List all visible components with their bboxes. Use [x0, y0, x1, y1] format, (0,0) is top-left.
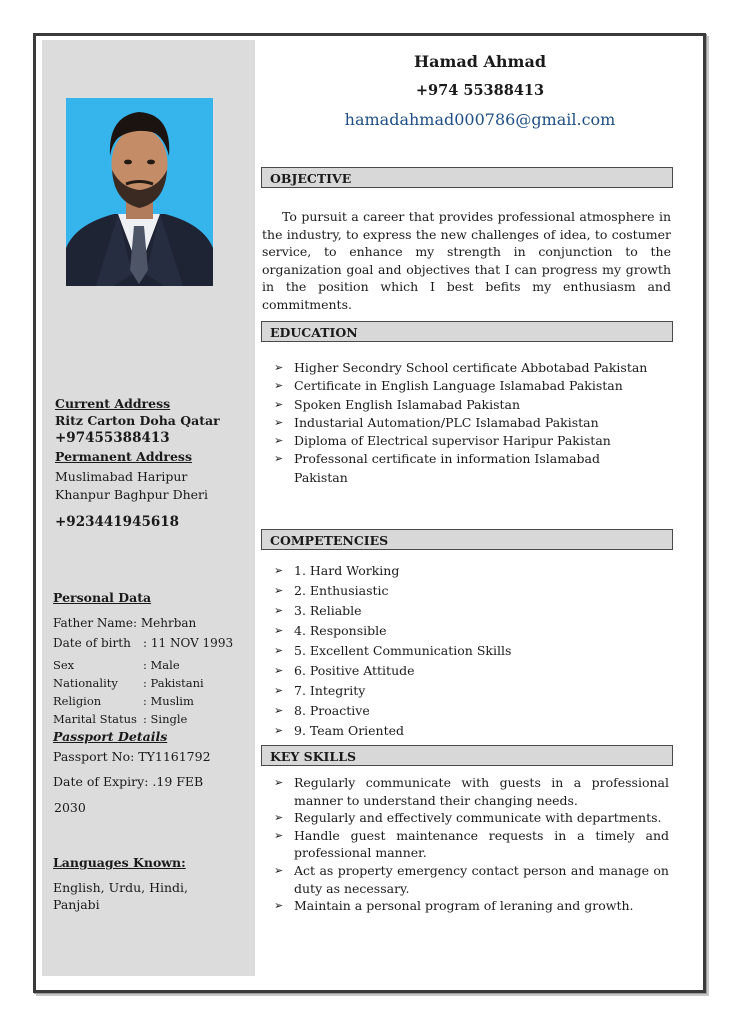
languages-line1: English, Urdu, Hindi,: [53, 880, 189, 895]
list-item: [274, 621, 654, 641]
sex-value: : Male: [143, 658, 180, 672]
languages-line2: Panjabi: [53, 897, 100, 912]
list-item-text: Diploma of Electrical supervisor Haripur Pakistan: [294, 433, 611, 449]
passport-expiry-line1: Date of Expiry: .19 FEB: [53, 774, 204, 789]
nationality-row: [53, 675, 204, 691]
arrow-bullet-icon: ➢: [274, 452, 284, 466]
arrow-bullet-icon: ➢: [274, 776, 284, 789]
arrow-bullet-icon: ➢: [274, 811, 284, 825]
dob-row: [53, 635, 233, 651]
list-item: [274, 641, 654, 661]
arrow-bullet-icon: ➢: [274, 624, 284, 637]
sex-label: Sex: [53, 658, 75, 672]
marital-row: [53, 711, 187, 727]
dob-value: : 11 NOV 1993: [143, 636, 234, 650]
objective-heading: OBJECTIVE: [261, 167, 673, 188]
list-item: [274, 701, 654, 721]
dob-label: Date of birth: [53, 636, 131, 650]
education-heading: EDUCATION: [261, 321, 673, 342]
arrow-bullet-icon: ➢: [274, 604, 284, 617]
permanent-phone: +923441945618: [55, 514, 180, 530]
key-skills-heading: KEY SKILLS: [261, 745, 673, 766]
list-item-text: Certificate in English Language Islamabad Pakistan: [294, 378, 623, 394]
permanent-address-line2: Khanpur Baghpur Dheri: [55, 487, 209, 502]
list-item-text: Spoken English Islamabad Pakistan: [294, 396, 521, 412]
list-item-text: 6. Positive Attitude: [294, 663, 415, 678]
father-name: Father Name: Mehrban: [53, 616, 197, 630]
list-item: [274, 862, 669, 897]
list-item-text: 3. Reliable: [294, 603, 362, 618]
list-item: [274, 359, 654, 377]
list-item-text: Professonal certificate in information Islamabad Pakistan: [294, 451, 600, 485]
list-item: [274, 414, 654, 432]
competencies-list: [274, 561, 654, 741]
nationality-label: Nationality: [53, 676, 118, 690]
list-item: [274, 601, 654, 621]
current-phone: +97455388413: [55, 430, 170, 446]
list-item: [274, 897, 669, 915]
religion-label: Religion: [53, 694, 102, 708]
list-item: [274, 377, 654, 395]
header-phone: +974 55388413: [415, 82, 545, 99]
passport-heading: Passport Details: [53, 729, 168, 744]
list-item-text: Higher Secondry School certificate Abbotabad Pakistan: [294, 360, 648, 375]
arrow-bullet-icon: ➢: [274, 434, 284, 448]
objective-body: To pursuit a career that provides professional atmosphere in the industry, to express the new challenges of idea, to costumer service, to enhance my strength in conjunction to the organization goal and objectives that I can progress my growth in the position which I best befits my enthusiasm and commitments.: [262, 209, 671, 312]
list-item-text: 8. Proactive: [294, 703, 370, 718]
sidebar: [42, 40, 255, 976]
permanent-address-line1: Muslimabad Haripur: [55, 469, 188, 484]
education-list: [274, 359, 654, 487]
list-item-text: 5. Excellent Communication Skills: [294, 643, 512, 658]
list-item: [274, 450, 654, 487]
list-item-text: Maintain a personal program of leraning and growth.: [294, 898, 634, 914]
passport-number: Passport No: TY1161792: [53, 749, 211, 764]
list-item-text: 1. Hard Working: [294, 563, 400, 578]
resume-page: [33, 33, 706, 993]
list-item: [274, 827, 669, 862]
arrow-bullet-icon: ➢: [274, 379, 284, 393]
arrow-bullet-icon: ➢: [274, 415, 284, 429]
current-address: Ritz Carton Doha Qatar: [55, 413, 220, 428]
list-item-text: 2. Enthusiastic: [294, 583, 389, 598]
main-content: [260, 36, 700, 984]
arrow-bullet-icon: ➢: [274, 724, 284, 737]
arrow-bullet-icon: ➢: [274, 664, 284, 677]
permanent-address-heading: Permanent Address: [55, 449, 192, 464]
list-item: [274, 561, 654, 581]
list-item-text: Act as property emergency contact person and manage on duty as necessary.: [294, 862, 669, 896]
list-item-text: Industarial Automation/PLC Islamabad Pakistan: [294, 414, 599, 430]
list-item: [274, 396, 654, 414]
objective-text: [262, 208, 671, 314]
arrow-bullet-icon: ➢: [274, 704, 284, 717]
arrow-bullet-icon: ➢: [274, 397, 284, 411]
marital-value: : Single: [143, 712, 188, 726]
religion-row: [53, 693, 194, 709]
arrow-bullet-icon: ➢: [274, 684, 284, 697]
arrow-bullet-icon: ➢: [274, 584, 284, 597]
key-skills-list: [274, 774, 669, 915]
nationality-value: : Pakistani: [143, 676, 204, 690]
marital-label: Marital Status: [53, 712, 137, 726]
list-item: [274, 681, 654, 701]
candidate-name: Hamad Ahmad: [413, 52, 547, 71]
list-item-text: Regularly and effectively communicate with departments.: [294, 810, 662, 826]
profile-photo: [66, 98, 213, 286]
list-item: [274, 721, 654, 741]
list-item-text: 4. Responsible: [294, 623, 387, 638]
arrow-bullet-icon: ➢: [274, 361, 284, 374]
arrow-bullet-icon: ➢: [274, 564, 284, 577]
passport-expiry-line2: 2030: [54, 800, 86, 815]
competencies-heading: COMPETENCIES: [261, 529, 673, 550]
personal-data-heading: Personal Data: [53, 590, 152, 605]
list-item: [274, 661, 654, 681]
list-item: [274, 432, 654, 450]
list-item-text: Handle guest maintenance requests in a timely and professional manner.: [294, 827, 669, 861]
arrow-bullet-icon: ➢: [274, 899, 284, 913]
list-item: [274, 809, 669, 827]
list-item-text: 9. Team Oriented: [294, 723, 405, 738]
arrow-bullet-icon: ➢: [274, 828, 284, 842]
list-item: [274, 774, 669, 809]
current-address-heading: Current Address: [55, 396, 171, 411]
religion-value: : Muslim: [143, 694, 194, 708]
list-item-text: 7. Integrity: [294, 683, 366, 698]
sex-row: [53, 657, 180, 673]
header-email[interactable]: hamadahmad000786@gmail.com: [344, 110, 616, 129]
list-item-text: Regularly communicate with guests in a professional manner to understand their changing needs.: [294, 775, 669, 808]
arrow-bullet-icon: ➢: [274, 863, 284, 877]
arrow-bullet-icon: ➢: [274, 644, 284, 657]
languages-heading: Languages Known:: [53, 855, 186, 870]
list-item: [274, 581, 654, 601]
